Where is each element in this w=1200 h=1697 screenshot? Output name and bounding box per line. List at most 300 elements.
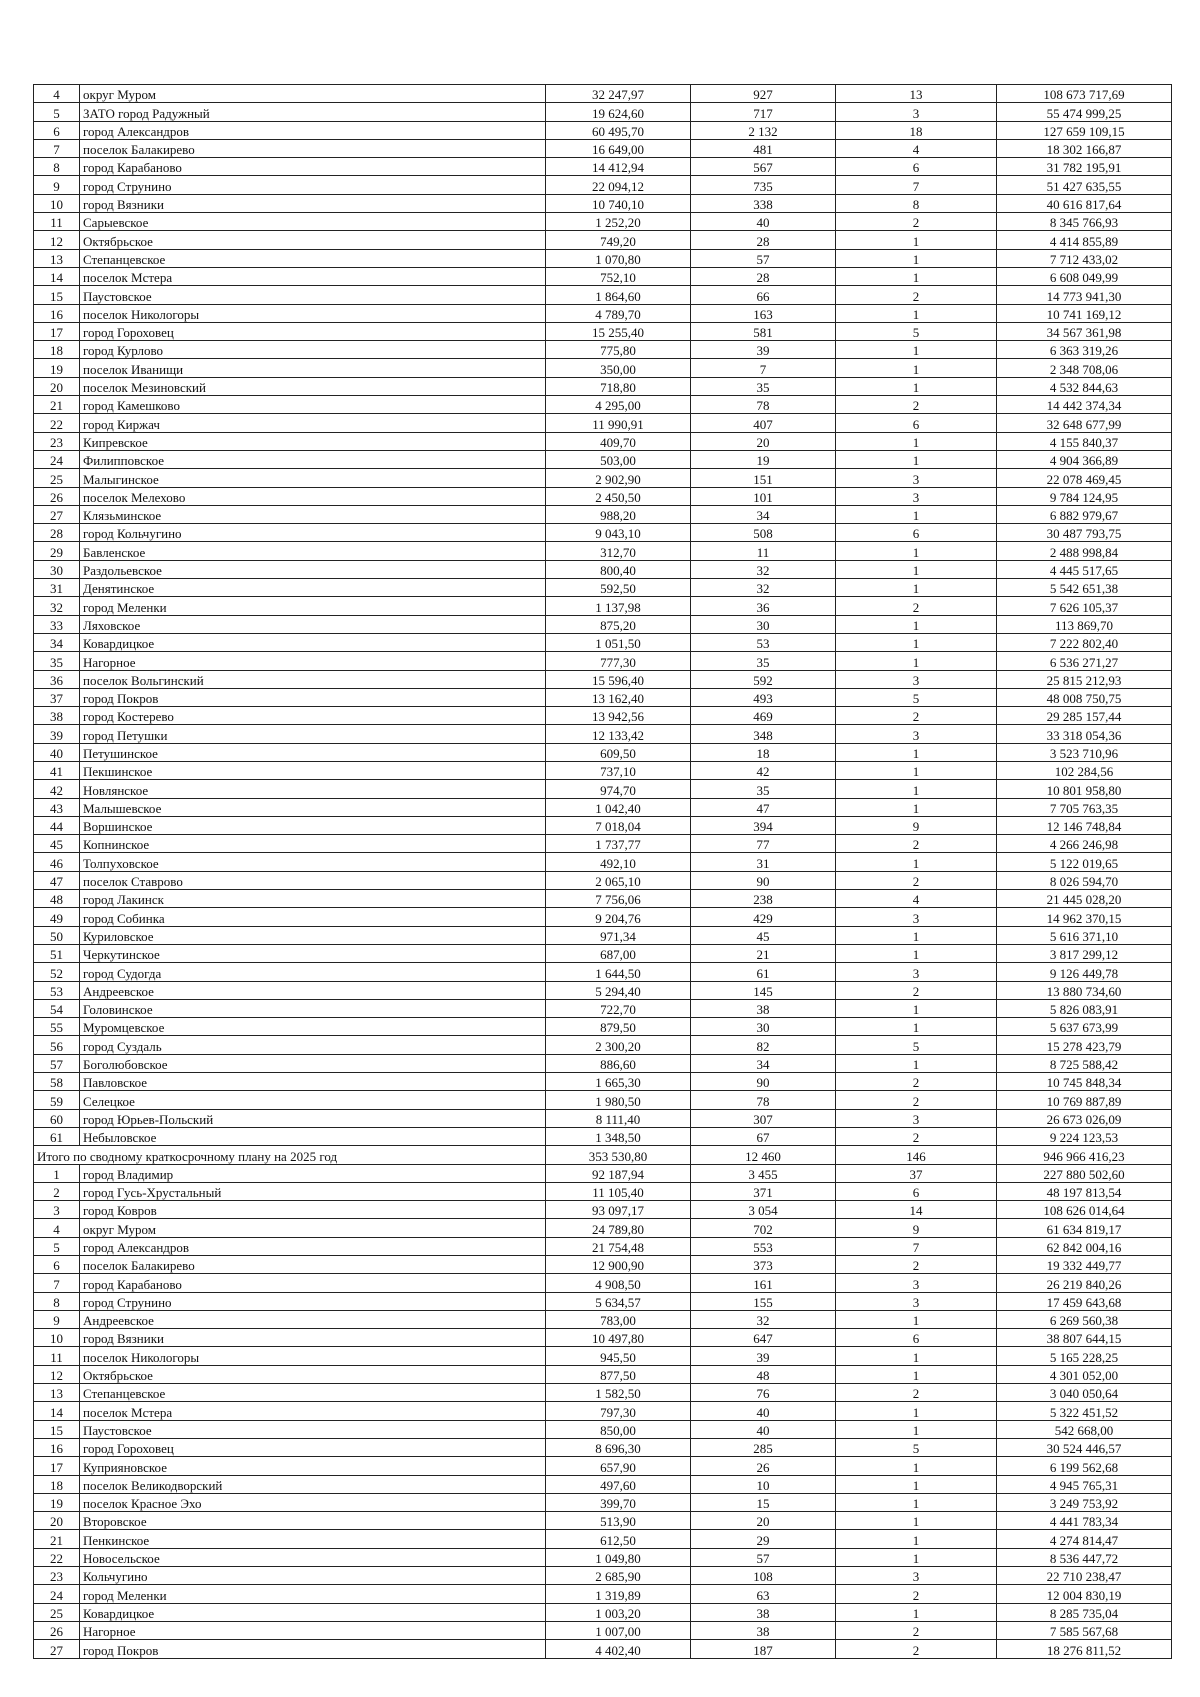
area-cell: 1 737,77 [546,835,691,853]
row-number-cell: 27 [34,1640,80,1658]
cost-cell: 108 673 717,69 [997,85,1172,103]
residents-cell: 28 [691,267,836,285]
municipality-name-cell: Паустовское [80,286,546,304]
row-number-cell: 61 [34,1127,80,1145]
table-row [34,286,1172,304]
cost-cell: 30 487 793,75 [997,524,1172,542]
residents-cell: 15 [691,1493,836,1511]
row-number-cell: 11 [34,1347,80,1365]
cost-cell: 4 904 366,89 [997,450,1172,468]
residents-cell: 26 [691,1457,836,1475]
municipality-name-cell: округ Муром [80,1219,546,1237]
row-number-cell: 12 [34,231,80,249]
table-row [34,176,1172,194]
row-number-cell: 53 [34,981,80,999]
area-cell: 4 908,50 [546,1274,691,1292]
table-row [34,1420,1172,1438]
residents-cell: 63 [691,1585,836,1603]
buildings-count-cell: 1 [836,652,997,670]
residents-cell: 29 [691,1530,836,1548]
table-row [34,1548,1172,1566]
buildings-count-cell: 2 [836,1585,997,1603]
residents-cell: 11 [691,542,836,560]
area-cell: 737,10 [546,761,691,779]
cost-cell: 4 445 517,65 [997,560,1172,578]
residents-cell: 40 [691,213,836,231]
cost-cell: 10 769 887,89 [997,1091,1172,1109]
row-number-cell: 2 [34,1182,80,1200]
row-number-cell: 54 [34,999,80,1017]
buildings-count-cell: 2 [836,1127,997,1145]
cost-cell: 8 536 447,72 [997,1548,1172,1566]
cost-cell: 102 284,56 [997,761,1172,779]
area-cell: 5 634,57 [546,1292,691,1310]
table-row [34,1274,1172,1292]
municipality-name-cell: Октябрьское [80,231,546,249]
table-row [34,341,1172,359]
buildings-count-cell: 4 [836,890,997,908]
residents-cell: 42 [691,761,836,779]
municipality-name-cell: Куприяновское [80,1457,546,1475]
table-row [34,999,1172,1017]
row-number-cell: 24 [34,1585,80,1603]
cost-cell: 5 322 451,52 [997,1402,1172,1420]
municipality-name-cell: город Гороховец [80,322,546,340]
municipality-name-cell: Степанцевское [80,1384,546,1402]
residents-cell: 30 [691,1018,836,1036]
cost-cell: 19 332 449,77 [997,1256,1172,1274]
cost-cell: 22 710 238,47 [997,1567,1172,1585]
buildings-count-cell: 1 [836,542,997,560]
row-number-cell: 23 [34,432,80,450]
cost-cell: 108 626 014,64 [997,1201,1172,1219]
area-cell: 1 348,50 [546,1127,691,1145]
cost-cell: 55 474 999,25 [997,103,1172,121]
buildings-count-cell: 3 [836,670,997,688]
area-cell: 409,70 [546,432,691,450]
cost-cell: 14 962 370,15 [997,908,1172,926]
cost-cell: 5 826 083,91 [997,999,1172,1017]
table-row [34,524,1172,542]
table-row [34,267,1172,285]
buildings-count-cell: 1 [836,1603,997,1621]
row-number-cell: 16 [34,1438,80,1456]
table-row [34,1457,1172,1475]
buildings-count-cell: 3 [836,725,997,743]
table-row [34,853,1172,871]
buildings-count-cell: 18 [836,121,997,139]
row-number-cell: 22 [34,414,80,432]
area-cell: 21 754,48 [546,1237,691,1255]
buildings-count-cell: 1 [836,780,997,798]
cost-cell: 946 966 416,23 [997,1146,1172,1164]
cost-cell: 10 801 958,80 [997,780,1172,798]
cost-cell: 227 880 502,60 [997,1164,1172,1182]
municipality-name-cell: город Карабаново [80,1274,546,1292]
cost-cell: 18 302 166,87 [997,139,1172,157]
buildings-count-cell: 1 [836,1420,997,1438]
table-row [34,1127,1172,1145]
row-number-cell: 7 [34,139,80,157]
row-number-cell: 52 [34,963,80,981]
municipality-name-cell: Малыгинское [80,469,546,487]
residents-cell: 163 [691,304,836,322]
area-cell: 12 133,42 [546,725,691,743]
buildings-count-cell: 1 [836,341,997,359]
row-number-cell: 31 [34,579,80,597]
row-number-cell: 35 [34,652,80,670]
municipality-name-cell: город Гусь-Хрустальный [80,1182,546,1200]
row-number-cell: 44 [34,816,80,834]
buildings-count-cell: 3 [836,1292,997,1310]
cost-cell: 48 197 813,54 [997,1182,1172,1200]
row-number-cell: 13 [34,1384,80,1402]
municipality-name-cell: Ковардицкое [80,1603,546,1621]
area-cell: 24 789,80 [546,1219,691,1237]
residents-cell: 10 [691,1475,836,1493]
row-number-cell: 34 [34,633,80,651]
residents-cell: 2 132 [691,121,836,139]
area-cell: 13 942,56 [546,707,691,725]
table-row [34,139,1172,157]
area-cell: 4 402,40 [546,1640,691,1658]
municipality-name-cell: Кольчугино [80,1567,546,1585]
row-number-cell: 17 [34,322,80,340]
buildings-count-cell: 5 [836,322,997,340]
area-cell: 657,90 [546,1457,691,1475]
area-cell: 19 624,60 [546,103,691,121]
residents-cell: 101 [691,487,836,505]
residents-cell: 187 [691,1640,836,1658]
cost-cell: 10 745 848,34 [997,1073,1172,1091]
area-cell: 609,50 [546,743,691,761]
row-number-cell: 26 [34,487,80,505]
municipality-name-cell: округ Муром [80,85,546,103]
residents-cell: 20 [691,1512,836,1530]
residents-cell: 702 [691,1219,836,1237]
buildings-count-cell: 2 [836,1640,997,1658]
table-row [34,231,1172,249]
table-row [34,469,1172,487]
cost-cell: 4 266 246,98 [997,835,1172,853]
table-row [34,487,1172,505]
cost-cell: 62 842 004,16 [997,1237,1172,1255]
buildings-count-cell: 2 [836,1384,997,1402]
table-row [34,871,1172,889]
area-cell: 592,50 [546,579,691,597]
total-label-cell: Итого по сводному краткосрочному плану на 2025 год [34,1146,546,1164]
cost-cell: 18 276 811,52 [997,1640,1172,1658]
row-number-cell: 28 [34,524,80,542]
municipality-name-cell: город Курлово [80,341,546,359]
residents-cell: 76 [691,1384,836,1402]
municipality-name-cell: Паустовское [80,1420,546,1438]
table-row [34,359,1172,377]
area-cell: 1 137,98 [546,597,691,615]
area-cell: 800,40 [546,560,691,578]
buildings-count-cell: 1 [836,304,997,322]
row-number-cell: 1 [34,1164,80,1182]
table-row [34,597,1172,615]
row-number-cell: 18 [34,1475,80,1493]
cost-cell: 14 442 374,34 [997,396,1172,414]
cost-cell: 4 274 814,47 [997,1530,1172,1548]
table-row [34,1438,1172,1456]
residents-cell: 31 [691,853,836,871]
cost-cell: 26 673 026,09 [997,1109,1172,1127]
municipality-name-cell: Сарыевское [80,213,546,231]
municipality-name-cell: Воршинское [80,816,546,834]
municipality-name-cell: Толпуховское [80,853,546,871]
cost-cell: 6 199 562,68 [997,1457,1172,1475]
area-cell: 11 105,40 [546,1182,691,1200]
table-row [34,450,1172,468]
cost-cell: 32 648 677,99 [997,414,1172,432]
municipality-name-cell: Боголюбовское [80,1054,546,1072]
municipality-name-cell: Бавленское [80,542,546,560]
cost-cell: 3 817 299,12 [997,944,1172,962]
row-number-cell: 58 [34,1073,80,1091]
municipality-name-cell: город Вязники [80,194,546,212]
table-row [34,85,1172,103]
table-row [34,304,1172,322]
buildings-count-cell: 1 [836,999,997,1017]
buildings-count-cell: 2 [836,597,997,615]
municipality-name-cell: город Кольчугино [80,524,546,542]
row-number-cell: 25 [34,469,80,487]
table-row [34,579,1172,597]
residents-cell: 348 [691,725,836,743]
buildings-count-cell: 8 [836,194,997,212]
row-number-cell: 16 [34,304,80,322]
municipality-name-cell: поселок Мезиновский [80,377,546,395]
cost-cell: 6 882 979,67 [997,505,1172,523]
row-number-cell: 14 [34,267,80,285]
residents-cell: 38 [691,1621,836,1639]
cost-cell: 8 285 735,04 [997,1603,1172,1621]
row-number-cell: 15 [34,1420,80,1438]
area-cell: 399,70 [546,1493,691,1511]
municipality-name-cell: Небыловское [80,1127,546,1145]
residents-cell: 38 [691,1603,836,1621]
buildings-count-cell: 5 [836,1438,997,1456]
table-row [34,1292,1172,1310]
municipality-name-cell: Кипревское [80,432,546,450]
row-number-cell: 17 [34,1457,80,1475]
table-row [34,1329,1172,1347]
municipality-name-cell: поселок Ставрово [80,871,546,889]
row-number-cell: 3 [34,1201,80,1219]
area-cell: 16 649,00 [546,139,691,157]
residents-cell: 28 [691,231,836,249]
municipality-name-cell: Андреевское [80,981,546,999]
area-cell: 722,70 [546,999,691,1017]
area-cell: 4 295,00 [546,396,691,414]
residents-cell: 592 [691,670,836,688]
buildings-count-cell: 1 [836,377,997,395]
municipality-name-cell: Павловское [80,1073,546,1091]
municipality-name-cell: город Камешково [80,396,546,414]
table-row [34,1054,1172,1072]
table-row [34,1310,1172,1328]
residents-cell: 338 [691,194,836,212]
buildings-count-cell: 1 [836,359,997,377]
residents-cell: 32 [691,560,836,578]
buildings-count-cell: 1 [836,1457,997,1475]
area-cell: 2 902,90 [546,469,691,487]
buildings-count-cell: 1 [836,633,997,651]
row-number-cell: 49 [34,908,80,926]
residents-cell: 35 [691,652,836,670]
municipality-name-cell: Муромцевское [80,1018,546,1036]
municipality-name-cell: город Ковров [80,1201,546,1219]
row-number-cell: 56 [34,1036,80,1054]
area-cell: 1 644,50 [546,963,691,981]
area-cell: 777,30 [546,652,691,670]
cost-cell: 8 725 588,42 [997,1054,1172,1072]
cost-cell: 9 784 124,95 [997,487,1172,505]
table-row [34,1256,1172,1274]
residents-cell: 394 [691,816,836,834]
residents-cell: 48 [691,1365,836,1383]
row-number-cell: 14 [34,1402,80,1420]
municipality-name-cell: поселок Вольгинский [80,670,546,688]
municipality-name-cell: поселок Красное Эхо [80,1493,546,1511]
cost-cell: 2 488 998,84 [997,542,1172,560]
cost-cell: 8 026 594,70 [997,871,1172,889]
row-number-cell: 38 [34,707,80,725]
row-number-cell: 8 [34,1292,80,1310]
buildings-count-cell: 9 [836,816,997,834]
cost-cell: 29 285 157,44 [997,707,1172,725]
buildings-count-cell: 6 [836,414,997,432]
cost-cell: 5 616 371,10 [997,926,1172,944]
cost-cell: 9 126 449,78 [997,963,1172,981]
cost-cell: 6 608 049,99 [997,267,1172,285]
cost-cell: 21 445 028,20 [997,890,1172,908]
cost-cell: 10 741 169,12 [997,304,1172,322]
buildings-count-cell: 2 [836,396,997,414]
cost-cell: 4 532 844,63 [997,377,1172,395]
area-cell: 752,10 [546,267,691,285]
residents-cell: 61 [691,963,836,981]
cost-cell: 25 815 212,93 [997,670,1172,688]
buildings-count-cell: 2 [836,1256,997,1274]
buildings-count-cell: 1 [836,1548,997,1566]
area-cell: 10 497,80 [546,1329,691,1347]
residents-cell: 90 [691,871,836,889]
table-row [34,780,1172,798]
municipality-name-cell: город Владимир [80,1164,546,1182]
cost-cell: 6 536 271,27 [997,652,1172,670]
area-cell: 1 665,30 [546,1073,691,1091]
row-number-cell: 50 [34,926,80,944]
municipality-name-cell: город Гороховец [80,1438,546,1456]
municipality-name-cell: город Меленки [80,1585,546,1603]
area-cell: 988,20 [546,505,691,523]
area-cell: 886,60 [546,1054,691,1072]
residents-cell: 35 [691,377,836,395]
table-row [34,908,1172,926]
area-cell: 797,30 [546,1402,691,1420]
residents-cell: 735 [691,176,836,194]
buildings-count-cell: 4 [836,139,997,157]
row-number-cell: 6 [34,121,80,139]
row-number-cell: 32 [34,597,80,615]
area-cell: 850,00 [546,1420,691,1438]
buildings-count-cell: 2 [836,835,997,853]
row-number-cell: 59 [34,1091,80,1109]
area-cell: 1 070,80 [546,249,691,267]
buildings-count-cell: 3 [836,1567,997,1585]
area-cell: 612,50 [546,1530,691,1548]
buildings-count-cell: 6 [836,158,997,176]
residents-cell: 3 455 [691,1164,836,1182]
area-cell: 503,00 [546,450,691,468]
row-number-cell: 5 [34,1237,80,1255]
row-number-cell: 39 [34,725,80,743]
area-cell: 5 294,40 [546,981,691,999]
cost-cell: 3 523 710,96 [997,743,1172,761]
cost-cell: 26 219 840,26 [997,1274,1172,1292]
area-cell: 974,70 [546,780,691,798]
row-number-cell: 27 [34,505,80,523]
cost-cell: 8 345 766,93 [997,213,1172,231]
row-number-cell: 5 [34,103,80,121]
residents-cell: 373 [691,1256,836,1274]
municipality-name-cell: Куриловское [80,926,546,944]
cost-cell: 34 567 361,98 [997,322,1172,340]
area-cell: 945,50 [546,1347,691,1365]
area-cell: 8 696,30 [546,1438,691,1456]
buildings-count-cell: 3 [836,908,997,926]
area-cell: 749,20 [546,231,691,249]
table-row [34,1036,1172,1054]
residents-cell: 553 [691,1237,836,1255]
residents-cell: 21 [691,944,836,962]
table-body [34,85,1172,1659]
municipality-name-cell: Денятинское [80,579,546,597]
area-cell: 492,10 [546,853,691,871]
table-row [34,1109,1172,1127]
area-cell: 4 789,70 [546,304,691,322]
cost-cell: 33 318 054,36 [997,725,1172,743]
area-cell: 14 412,94 [546,158,691,176]
residents-cell: 40 [691,1402,836,1420]
buildings-count-cell: 1 [836,1054,997,1072]
municipality-name-cell: поселок Мстера [80,1402,546,1420]
cost-cell: 9 224 123,53 [997,1127,1172,1145]
table-row [34,1402,1172,1420]
buildings-count-cell: 13 [836,85,997,103]
municipality-name-cell: город Собинка [80,908,546,926]
area-cell: 1 003,20 [546,1603,691,1621]
residents-cell: 469 [691,707,836,725]
cost-cell: 113 869,70 [997,615,1172,633]
municipality-name-cell: Черкутинское [80,944,546,962]
municipality-name-cell: Ковардицкое [80,633,546,651]
table-row [34,396,1172,414]
area-cell: 15 255,40 [546,322,691,340]
row-number-cell: 57 [34,1054,80,1072]
row-number-cell: 29 [34,542,80,560]
area-cell: 2 450,50 [546,487,691,505]
buildings-count-cell: 1 [836,579,997,597]
municipality-name-cell: Пекшинское [80,761,546,779]
municipality-name-cell: город Судогда [80,963,546,981]
residents-cell: 35 [691,780,836,798]
table-row [34,1237,1172,1255]
